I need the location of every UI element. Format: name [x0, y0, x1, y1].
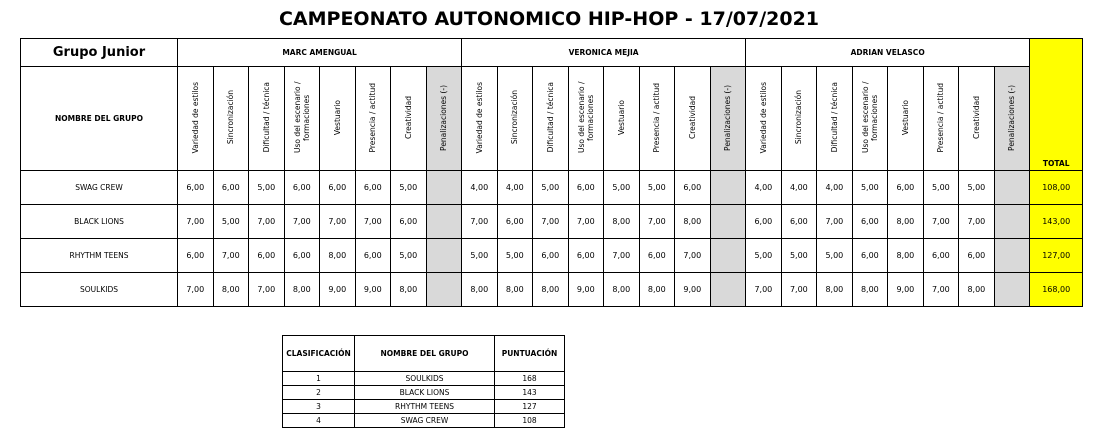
- criterion-header: [710, 67, 746, 171]
- score-cell: 7,00: [249, 273, 285, 307]
- criterion-header: [426, 67, 462, 171]
- ranking-name: BLACK LIONS: [355, 386, 495, 400]
- table-row: [21, 171, 1083, 205]
- criterion-label: Sincronización: [226, 90, 236, 145]
- total-cell: 168,00: [1030, 273, 1083, 307]
- penalty-cell: [994, 239, 1030, 273]
- scores-table: [20, 38, 1083, 307]
- score-cell: 8,00: [675, 205, 711, 239]
- score-cell: 5,00: [923, 171, 959, 205]
- penalty-cell: [710, 273, 746, 307]
- score-cell: 8,00: [639, 273, 675, 307]
- group-name: BLACK LIONS: [21, 205, 178, 239]
- score-cell: 7,00: [178, 273, 214, 307]
- table-row: [21, 205, 1083, 239]
- criterion-label: Vestuario: [900, 99, 910, 136]
- ranking-position: 4: [283, 414, 355, 428]
- total-cell: 143,00: [1030, 205, 1083, 239]
- page-title: CAMPEONATO AUTONOMICO HIP-HOP - 17/07/2021: [278, 8, 820, 30]
- criterion-label: Dificultad / técnica: [545, 82, 555, 153]
- score-cell: 6,00: [923, 239, 959, 273]
- ranking-row: [283, 372, 565, 386]
- score-cell: 4,00: [781, 171, 817, 205]
- criterion-label: Presencia / actitud: [368, 82, 378, 153]
- score-cell: 6,00: [568, 239, 604, 273]
- criterion-label: Variedad de estilos: [190, 81, 200, 154]
- penalty-cell: [710, 171, 746, 205]
- group-name: SWAG CREW: [21, 171, 178, 205]
- criterion-label: Presencia / actitud: [652, 82, 662, 153]
- score-cell: 5,00: [462, 239, 498, 273]
- score-cell: 6,00: [284, 171, 320, 205]
- ranking-score: 127: [495, 400, 565, 414]
- score-cell: 6,00: [355, 171, 391, 205]
- group-label: Grupo Junior: [21, 39, 178, 67]
- score-cell: 6,00: [746, 205, 782, 239]
- criterion-header: [817, 67, 853, 171]
- criterion-label: Penalizaciones (-): [439, 84, 449, 151]
- score-cell: 7,00: [249, 205, 285, 239]
- score-cell: 6,00: [178, 239, 214, 273]
- ranking-score: 143: [495, 386, 565, 400]
- score-cell: 8,00: [533, 273, 569, 307]
- criterion-header: [675, 67, 711, 171]
- score-cell: 7,00: [923, 273, 959, 307]
- score-cell: 8,00: [391, 273, 427, 307]
- score-cell: 6,00: [568, 171, 604, 205]
- score-cell: 7,00: [568, 205, 604, 239]
- ranking-header-score: PUNTUACIÓN: [495, 336, 565, 372]
- criterion-label: Dificultad / técnica: [261, 82, 271, 153]
- table-row: [21, 239, 1083, 273]
- score-cell: 6,00: [497, 205, 533, 239]
- score-cell: 8,00: [888, 205, 924, 239]
- criterion-header: [888, 67, 924, 171]
- criterion-label: Dificultad / técnica: [829, 82, 839, 153]
- score-cell: 6,00: [391, 205, 427, 239]
- criterion-label: Vestuario: [332, 99, 342, 136]
- criterion-header: [746, 67, 782, 171]
- criterion-header: [355, 67, 391, 171]
- ranking-position: 1: [283, 372, 355, 386]
- penalty-cell: [994, 171, 1030, 205]
- ranking-score: 168: [495, 372, 565, 386]
- score-cell: 8,00: [888, 239, 924, 273]
- score-cell: 8,00: [284, 273, 320, 307]
- score-cell: 7,00: [213, 239, 249, 273]
- criterion-header: [568, 67, 604, 171]
- score-cell: 8,00: [462, 273, 498, 307]
- ranking-row: [283, 414, 565, 428]
- ranking-position: 2: [283, 386, 355, 400]
- table-row: [21, 273, 1083, 307]
- ranking-name: RHYTHM TEENS: [355, 400, 495, 414]
- total-cell: 127,00: [1030, 239, 1083, 273]
- criterion-label: Uso del escenario / formaciones: [576, 81, 595, 154]
- score-cell: 7,00: [746, 273, 782, 307]
- score-cell: 5,00: [781, 239, 817, 273]
- score-cell: 7,00: [178, 205, 214, 239]
- criterion-header: [639, 67, 675, 171]
- criterion-label: Vestuario: [616, 99, 626, 136]
- judge-header: ADRIAN VELASCO: [746, 39, 1030, 67]
- score-cell: 4,00: [497, 171, 533, 205]
- criterion-header: [213, 67, 249, 171]
- penalty-cell: [426, 239, 462, 273]
- criterion-header: [994, 67, 1030, 171]
- score-cell: 5,00: [746, 239, 782, 273]
- criterion-label: Uso del escenario / formaciones: [860, 81, 879, 154]
- ranking-name: SWAG CREW: [355, 414, 495, 428]
- criterion-header: [959, 67, 995, 171]
- criterion-label: Penalizaciones (-): [1007, 84, 1017, 151]
- name-column-header: NOMBRE DEL GRUPO: [21, 67, 178, 171]
- criterion-label: Creatividad: [687, 95, 697, 140]
- score-cell: 7,00: [817, 205, 853, 239]
- score-cell: 5,00: [213, 205, 249, 239]
- score-cell: 6,00: [213, 171, 249, 205]
- score-cell: 5,00: [852, 171, 888, 205]
- score-cell: 8,00: [497, 273, 533, 307]
- score-cell: 9,00: [675, 273, 711, 307]
- score-cell: 6,00: [249, 239, 285, 273]
- score-cell: 5,00: [533, 171, 569, 205]
- criterion-header: [462, 67, 498, 171]
- score-cell: 8,00: [604, 273, 640, 307]
- group-name: SOULKIDS: [21, 273, 178, 307]
- score-cell: 6,00: [320, 171, 356, 205]
- criterion-header: [249, 67, 285, 171]
- criterion-label: Variedad de estilos: [758, 81, 768, 154]
- total-cell: 108,00: [1030, 171, 1083, 205]
- score-cell: 6,00: [959, 239, 995, 273]
- score-cell: 6,00: [533, 239, 569, 273]
- score-cell: 9,00: [888, 273, 924, 307]
- ranking-score: 108: [495, 414, 565, 428]
- score-cell: 7,00: [675, 239, 711, 273]
- score-cell: 7,00: [462, 205, 498, 239]
- ranking-table: [282, 335, 565, 428]
- penalty-cell: [994, 205, 1030, 239]
- score-cell: 8,00: [320, 239, 356, 273]
- criterion-label: Sincronización: [510, 90, 520, 145]
- score-cell: 5,00: [391, 239, 427, 273]
- score-cell: 6,00: [781, 205, 817, 239]
- score-cell: 6,00: [675, 171, 711, 205]
- judges-header-row: [21, 39, 1083, 67]
- criterion-label: Uso del escenario / formaciones: [292, 81, 311, 154]
- criterion-header: [284, 67, 320, 171]
- criterion-header: [497, 67, 533, 171]
- criterion-header: [533, 67, 569, 171]
- score-cell: 7,00: [355, 205, 391, 239]
- criterion-label: Creatividad: [971, 95, 981, 140]
- score-cell: 6,00: [284, 239, 320, 273]
- criterion-label: Sincronización: [794, 90, 804, 145]
- score-cell: 7,00: [781, 273, 817, 307]
- penalty-cell: [426, 171, 462, 205]
- score-cell: 5,00: [817, 239, 853, 273]
- penalty-cell: [710, 239, 746, 273]
- score-cell: 6,00: [888, 171, 924, 205]
- criterion-label: Variedad de estilos: [474, 81, 484, 154]
- judge-header: VERONICA MEJIA: [462, 39, 746, 67]
- judge-header: MARC AMENGUAL: [178, 39, 462, 67]
- ranking-row: [283, 400, 565, 414]
- score-cell: 5,00: [959, 171, 995, 205]
- score-cell: 8,00: [604, 205, 640, 239]
- criterion-header: [178, 67, 214, 171]
- ranking-position: 3: [283, 400, 355, 414]
- group-name: RHYTHM TEENS: [21, 239, 178, 273]
- score-cell: 7,00: [959, 205, 995, 239]
- score-cell: 7,00: [320, 205, 356, 239]
- score-cell: 6,00: [355, 239, 391, 273]
- score-cell: 5,00: [497, 239, 533, 273]
- ranking-header-name: NOMBRE DEL GRUPO: [355, 336, 495, 372]
- score-cell: 5,00: [391, 171, 427, 205]
- score-cell: 7,00: [533, 205, 569, 239]
- criterion-label: Creatividad: [403, 95, 413, 140]
- criteria-header-row: [21, 67, 1083, 171]
- criterion-label: Penalizaciones (-): [723, 84, 733, 151]
- score-cell: 5,00: [604, 171, 640, 205]
- total-column-header: TOTAL: [1030, 39, 1083, 171]
- ranking-row: [283, 386, 565, 400]
- penalty-cell: [994, 273, 1030, 307]
- score-cell: 6,00: [852, 205, 888, 239]
- criterion-label: Presencia / actitud: [936, 82, 946, 153]
- penalty-cell: [710, 205, 746, 239]
- score-cell: 6,00: [178, 171, 214, 205]
- score-cell: 4,00: [817, 171, 853, 205]
- criterion-header: [391, 67, 427, 171]
- ranking-header-row: [283, 336, 565, 372]
- score-cell: 7,00: [284, 205, 320, 239]
- score-cell: 9,00: [320, 273, 356, 307]
- score-cell: 9,00: [355, 273, 391, 307]
- criterion-header: [604, 67, 640, 171]
- ranking-header-position: CLASIFICACIÓN: [283, 336, 355, 372]
- score-cell: 7,00: [604, 239, 640, 273]
- score-cell: 8,00: [852, 273, 888, 307]
- score-cell: 4,00: [746, 171, 782, 205]
- score-cell: 6,00: [852, 239, 888, 273]
- score-cell: 5,00: [639, 171, 675, 205]
- criterion-header: [923, 67, 959, 171]
- score-cell: 8,00: [213, 273, 249, 307]
- score-cell: 9,00: [568, 273, 604, 307]
- score-cell: 7,00: [923, 205, 959, 239]
- score-cell: 8,00: [959, 273, 995, 307]
- penalty-cell: [426, 205, 462, 239]
- criterion-header: [852, 67, 888, 171]
- score-cell: 8,00: [817, 273, 853, 307]
- ranking-name: SOULKIDS: [355, 372, 495, 386]
- criterion-header: [320, 67, 356, 171]
- score-cell: 6,00: [639, 239, 675, 273]
- score-cell: 7,00: [639, 205, 675, 239]
- score-cell: 5,00: [249, 171, 285, 205]
- penalty-cell: [426, 273, 462, 307]
- criterion-header: [781, 67, 817, 171]
- score-cell: 4,00: [462, 171, 498, 205]
